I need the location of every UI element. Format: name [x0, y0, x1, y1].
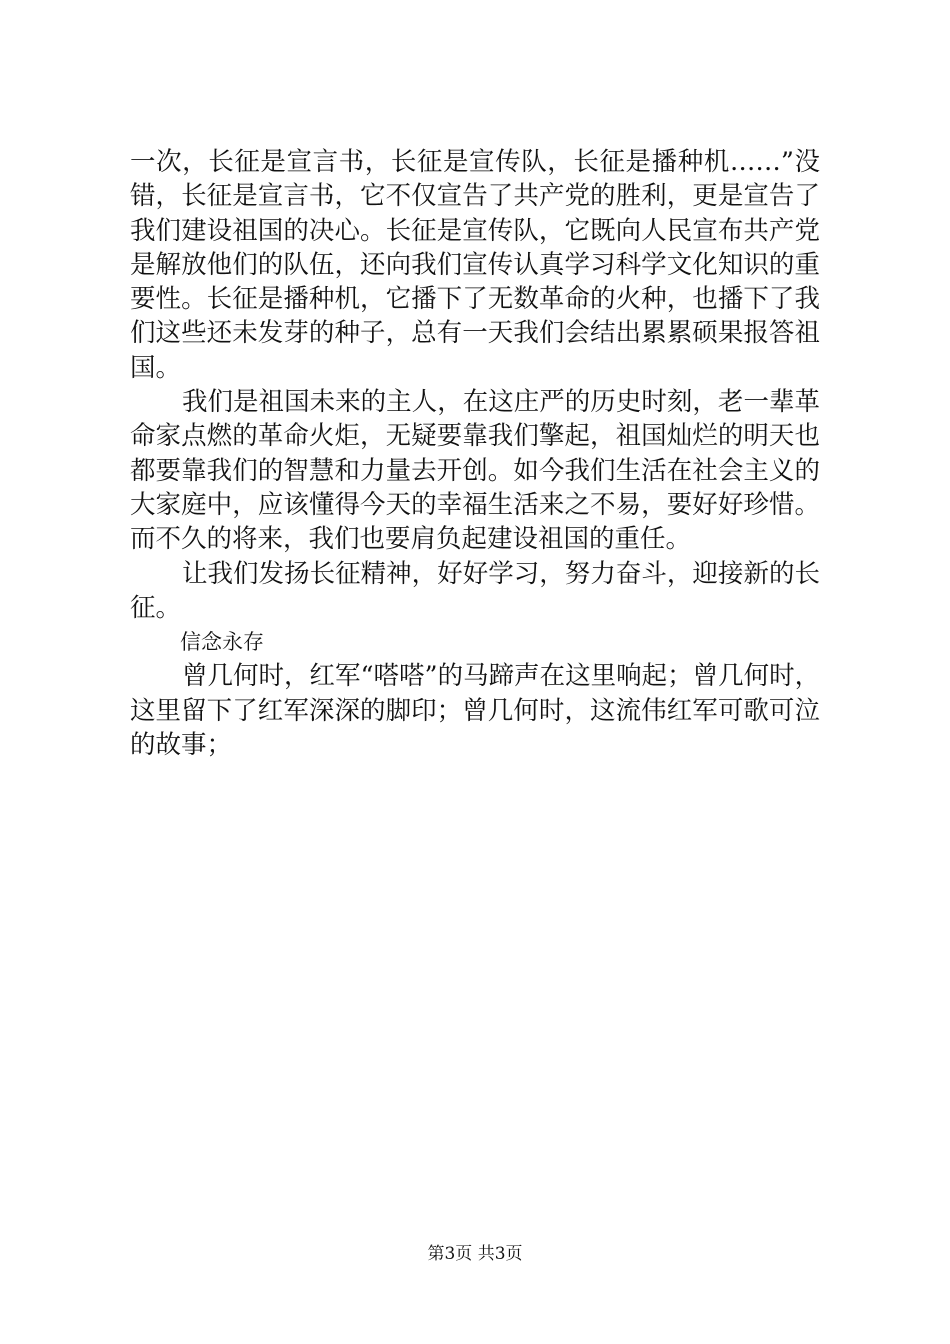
text-line: 是解放他们的队伍，还向我们宣传认真学习科学文化知识的重 — [130, 249, 820, 280]
document-body — [130, 145, 820, 762]
text-line: 大家庭中，应该懂得今天的幸福生活来之不易，要好好珍惜。 — [130, 489, 820, 520]
text-line: 一次，长征是宣言书，长征是宣传队，长征是播种机……”没 — [130, 147, 820, 177]
text-line: 让我们发扬长征精神，好好学习，努力奋斗，迎接新的长 — [182, 558, 820, 589]
text-line: 而不久的将来，我们也要肩负起建设祖国的重任。 — [130, 524, 692, 555]
text-line: 要性。长征是播种机，它播下了无数革命的火种，也播下了我 — [130, 284, 820, 315]
text-line: 都要靠我们的智慧和力量去开创。如今我们生活在社会主义的 — [130, 455, 820, 486]
section-heading: 信念永存 — [180, 630, 264, 655]
text-line: 我们是祖国未来的主人，在这庄严的历史时刻，老一辈革 — [182, 387, 820, 418]
text-line: 错，长征是宣言书，它不仅宣告了共产党的胜利，更是宣告了 — [130, 181, 820, 212]
text-line: 我们建设祖国的决心。长征是宣传队，它既向人民宣布共产党 — [130, 215, 820, 246]
text-line: 征。 — [130, 592, 182, 623]
text-line: 国。 — [130, 352, 182, 383]
text-line: 这里留下了红军深深的脚印；曾几何时，这流伟红军可歌可泣 — [130, 695, 820, 726]
text-line: 的故事； — [130, 730, 233, 761]
text-line: 曾几何时，红军“嗒嗒”的马蹄声在这里响起；曾几何时， — [182, 661, 820, 692]
text-line: 命家点燃的革命火炬，无疑要靠我们擎起，祖国灿烂的明天也 — [130, 421, 820, 452]
page-number-footer: 第3页 共3页 — [427, 1244, 523, 1264]
text-line: 们这些还未发芽的种子，总有一天我们会结出累累硕果报答祖 — [130, 318, 820, 349]
